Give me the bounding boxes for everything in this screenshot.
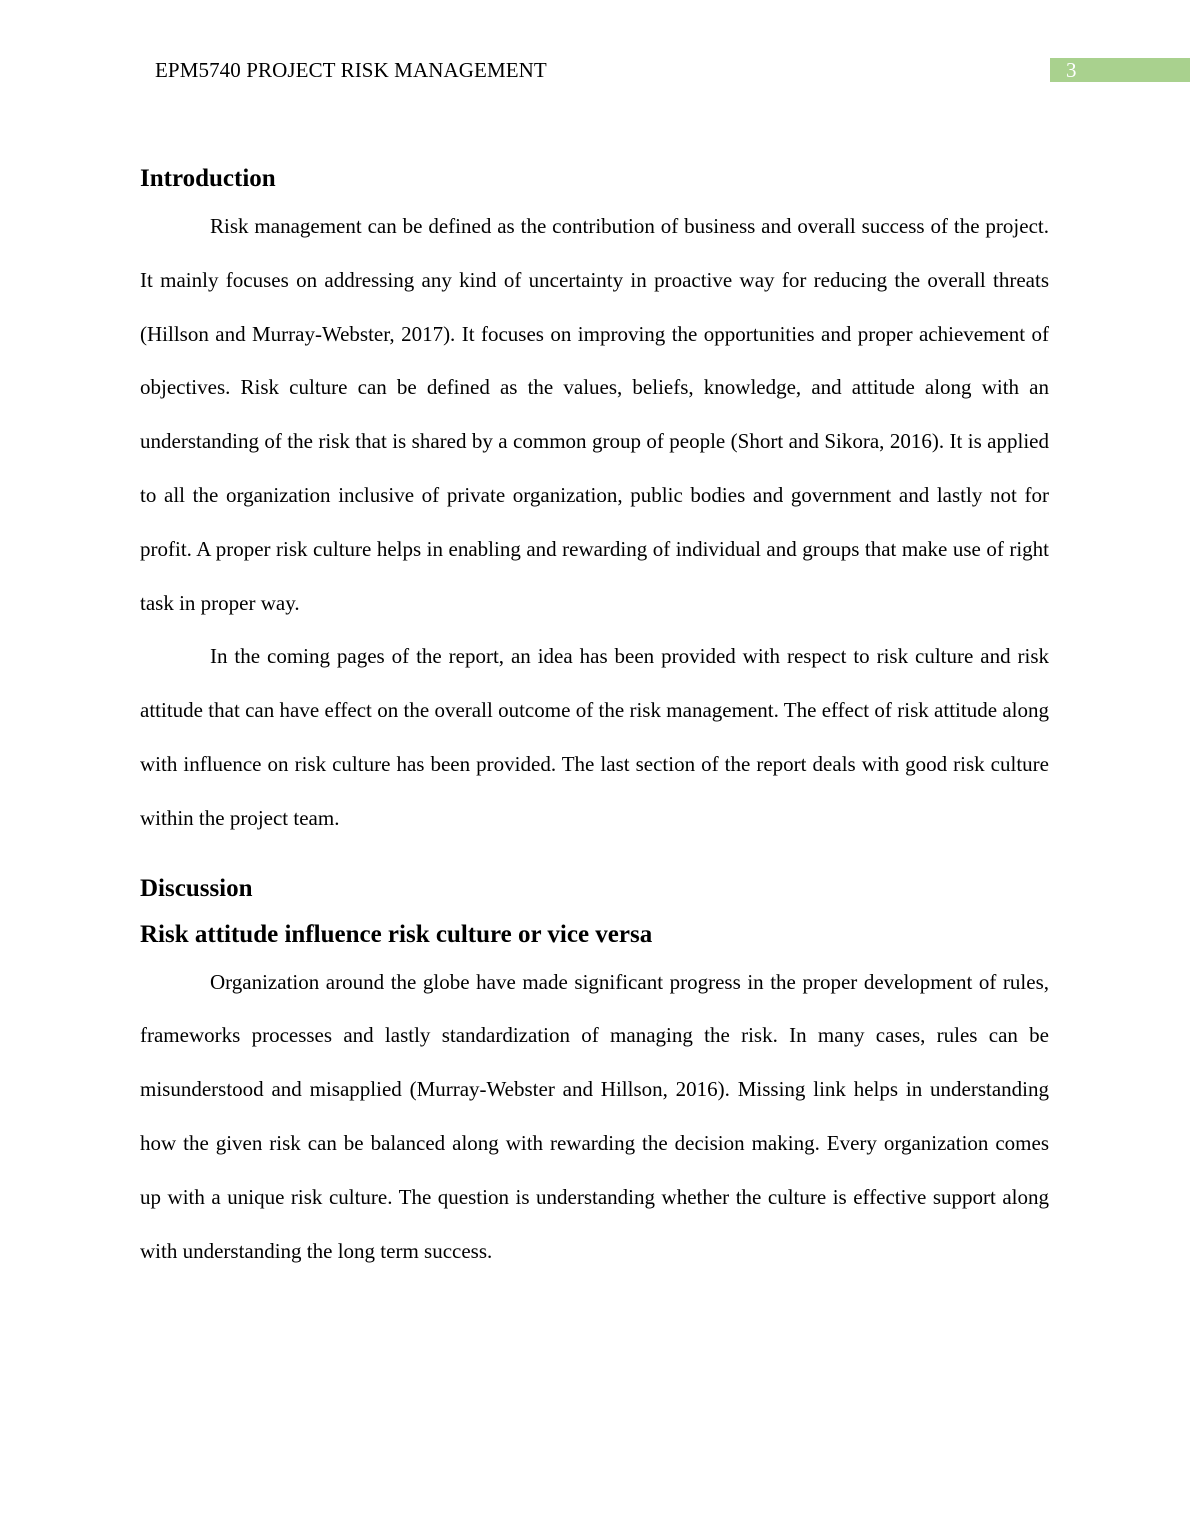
discussion-heading: Discussion (140, 874, 253, 902)
risk-attitude-subheading: Risk attitude influence risk culture or vice versa (140, 920, 653, 948)
page-number-badge (1050, 58, 1190, 82)
introduction-paragraph-1: Risk management can be defined as the contribution of business and overall success of the project. It mainly focuses on addressing any kind of uncertainty in proactive way for reducing the overall threats (Hillson and Murray-Webster, 2017). It focuses on improving the opportunities and proper achievement of objectives. Risk culture can be defined as the values, beliefs, knowledge, and attitude along with an understanding of the risk that is shared by a common group of people (Short and Sikora, 2016). It is applied to all the organization inclusive of private organization, public bodies and government and lastly not for profit. A proper risk culture helps in enabling and rewarding of individual and groups that make use of right task in proper way. (140, 214, 1049, 615)
introduction-heading: Introduction (140, 165, 276, 192)
running-head: EPM5740 PROJECT RISK MANAGEMENT (155, 58, 547, 82)
document-body (140, 160, 1049, 1278)
page-header (0, 56, 1190, 86)
introduction-paragraph-2: In the coming pages of the report, an idea has been provided with respect to risk culture and risk attitude that can have effect on the overall outcome of the risk management. The effect of risk attitude along with influence on risk culture has been provided. The last section of the report deals with good risk culture within the project team. (140, 644, 1049, 830)
discussion-paragraph-1: Organization around the globe have made significant progress in the proper development of rules, frameworks processes and lastly standardization of managing the risk. In many cases, rules can be misunderstood and misapplied (Murray-Webster and Hillson, 2016). Missing link helps in understanding how the given risk can be balanced along with rewarding the decision making. Every organization comes up with a unique risk culture. The question is understanding whether the culture is effective support along with understanding the long term success. (140, 969, 1049, 1263)
page-number: 3 (1066, 58, 1077, 82)
